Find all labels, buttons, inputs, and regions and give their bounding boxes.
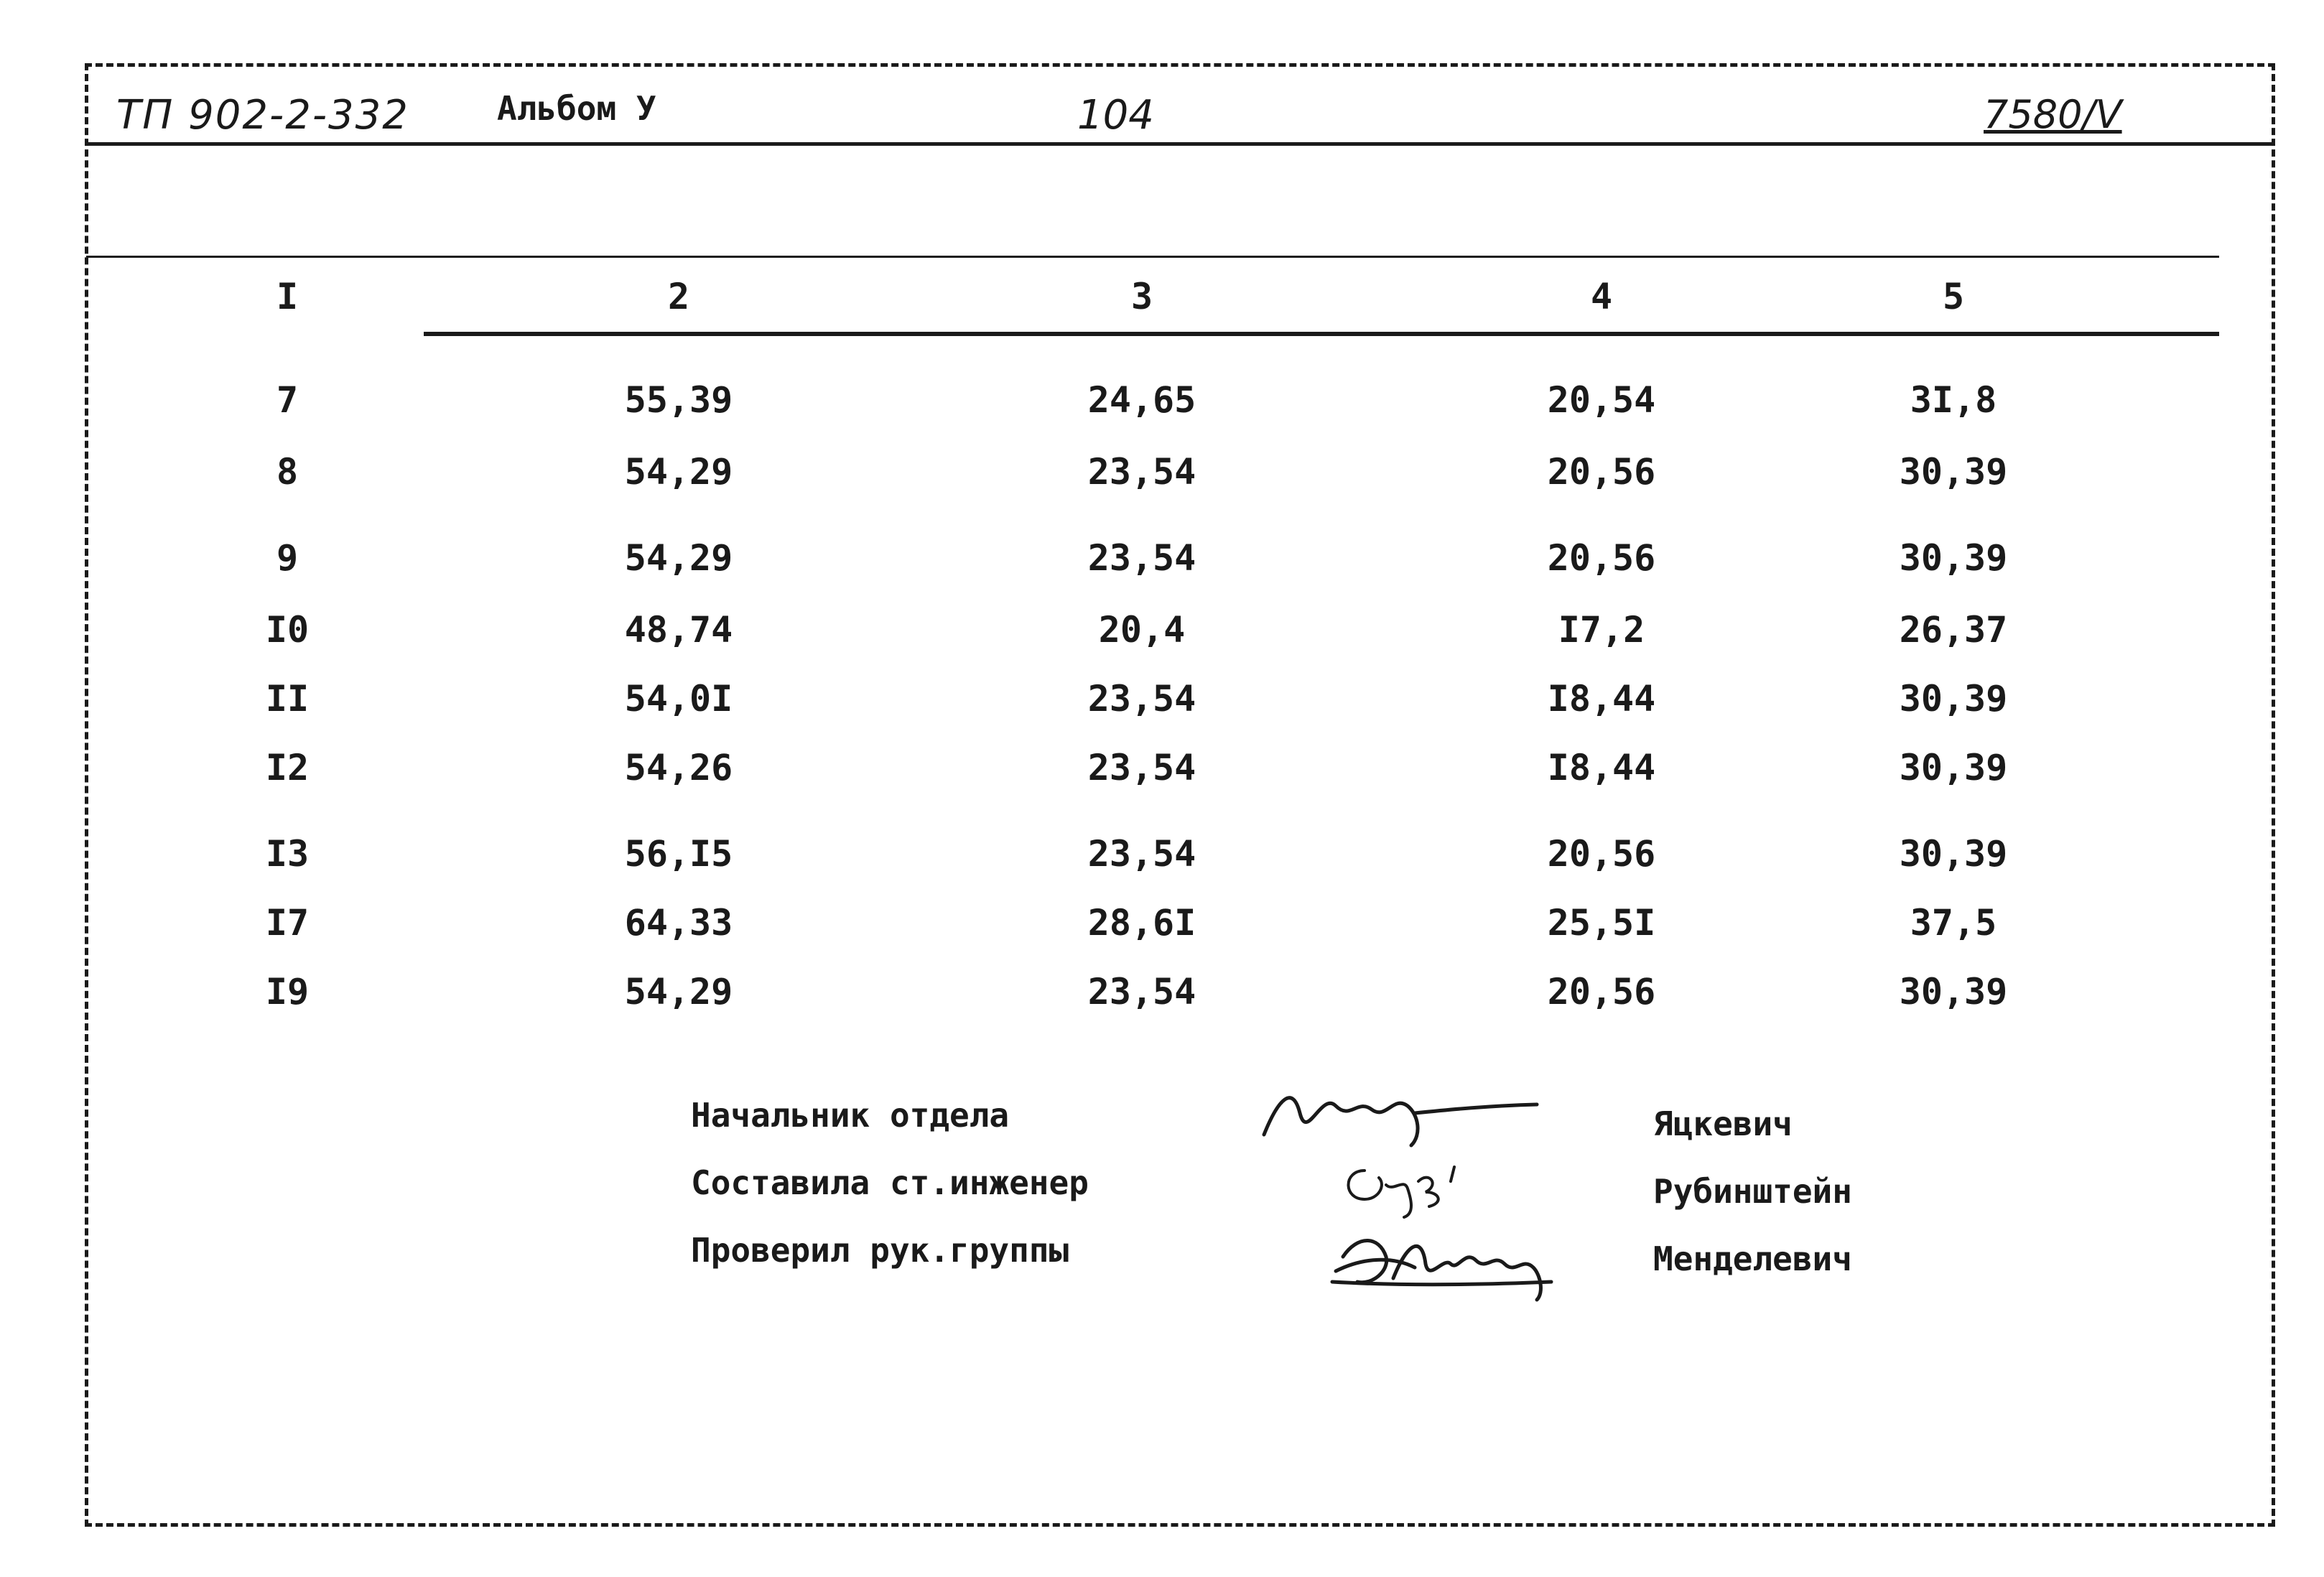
table-cell: 30,39 xyxy=(1899,678,2008,720)
table-cell: 25,5I xyxy=(1547,902,1656,944)
table-cell: 54,29 xyxy=(624,971,733,1013)
signature-role: Составила ст.инженер xyxy=(691,1163,1089,1202)
table-cell: 20,56 xyxy=(1547,537,1656,579)
table-cell: I7,2 xyxy=(1558,609,1645,651)
table-cell: 54,29 xyxy=(624,537,733,579)
signatory-name: Яцкевич xyxy=(1653,1104,1793,1143)
table-cell: 28,6I xyxy=(1087,902,1196,944)
table-cell: 30,39 xyxy=(1899,747,2008,788)
table-cell: 26,37 xyxy=(1899,609,2008,651)
table-cell: 48,74 xyxy=(624,609,733,651)
table-cell: I3 xyxy=(265,833,310,875)
table-cell: 30,39 xyxy=(1899,451,2008,493)
signatory-name: Менделевич xyxy=(1653,1239,1852,1278)
signatory-name: Рубинштейн xyxy=(1653,1172,1852,1211)
column-header-2: 2 xyxy=(667,276,690,317)
table-cell: 54,0I xyxy=(624,678,733,720)
table-cell: 54,29 xyxy=(624,451,733,493)
table-cell: 30,39 xyxy=(1899,537,2008,579)
table-cell: 30,39 xyxy=(1899,833,2008,875)
table-cell: I0 xyxy=(265,609,310,651)
signature-role: Начальник отдела xyxy=(691,1096,1010,1135)
signature-mark-2 xyxy=(1336,1149,1494,1221)
table-cell: 23,54 xyxy=(1087,451,1196,493)
sheet-id: 7580/V xyxy=(1984,92,2122,137)
table-cell: I9 xyxy=(265,971,310,1013)
table-cell: 20,4 xyxy=(1098,609,1186,651)
table-cell: 24,65 xyxy=(1087,379,1196,421)
table-cell: 23,54 xyxy=(1087,537,1196,579)
album-label: Альбом У xyxy=(497,89,656,128)
signature-role: Проверил рук.группы xyxy=(691,1231,1069,1270)
table-cell: 3I,8 xyxy=(1910,379,1997,421)
table-top-rule xyxy=(86,256,2219,258)
table-cell: 23,54 xyxy=(1087,747,1196,788)
column-header-3: 3 xyxy=(1130,276,1153,317)
column-header-5: 5 xyxy=(1942,276,1965,317)
table-cell: 20,56 xyxy=(1547,451,1656,493)
table-cell: I2 xyxy=(265,747,310,788)
signature-mark-3 xyxy=(1321,1214,1566,1307)
table-cell: 8 xyxy=(276,451,299,493)
table-cell: 20,56 xyxy=(1547,971,1656,1013)
table-cell: 30,39 xyxy=(1899,971,2008,1013)
table-cell: 23,54 xyxy=(1087,833,1196,875)
document-code: ТП 902-2-332 xyxy=(116,92,409,139)
table-cell: 7 xyxy=(276,379,299,421)
table-cell: 55,39 xyxy=(624,379,733,421)
table-header-rule xyxy=(424,332,2219,336)
column-header-1: I xyxy=(276,276,299,317)
table-cell: 23,54 xyxy=(1087,971,1196,1013)
table-cell: I8,44 xyxy=(1547,747,1656,788)
page-number: 104 xyxy=(1077,92,1154,139)
table-cell: 54,26 xyxy=(624,747,733,788)
column-header-4: 4 xyxy=(1590,276,1613,317)
table-cell: 23,54 xyxy=(1087,678,1196,720)
table-cell: II xyxy=(265,678,310,720)
table-cell: I8,44 xyxy=(1547,678,1656,720)
table-cell: 37,5 xyxy=(1910,902,1997,944)
table-cell: 20,56 xyxy=(1547,833,1656,875)
header-separator xyxy=(85,142,2275,146)
table-cell: 56,I5 xyxy=(624,833,733,875)
table-cell: 20,54 xyxy=(1547,379,1656,421)
table-cell: 9 xyxy=(276,537,299,579)
table-cell: I7 xyxy=(265,902,310,944)
signature-mark-1 xyxy=(1250,1070,1551,1156)
table-cell: 64,33 xyxy=(624,902,733,944)
